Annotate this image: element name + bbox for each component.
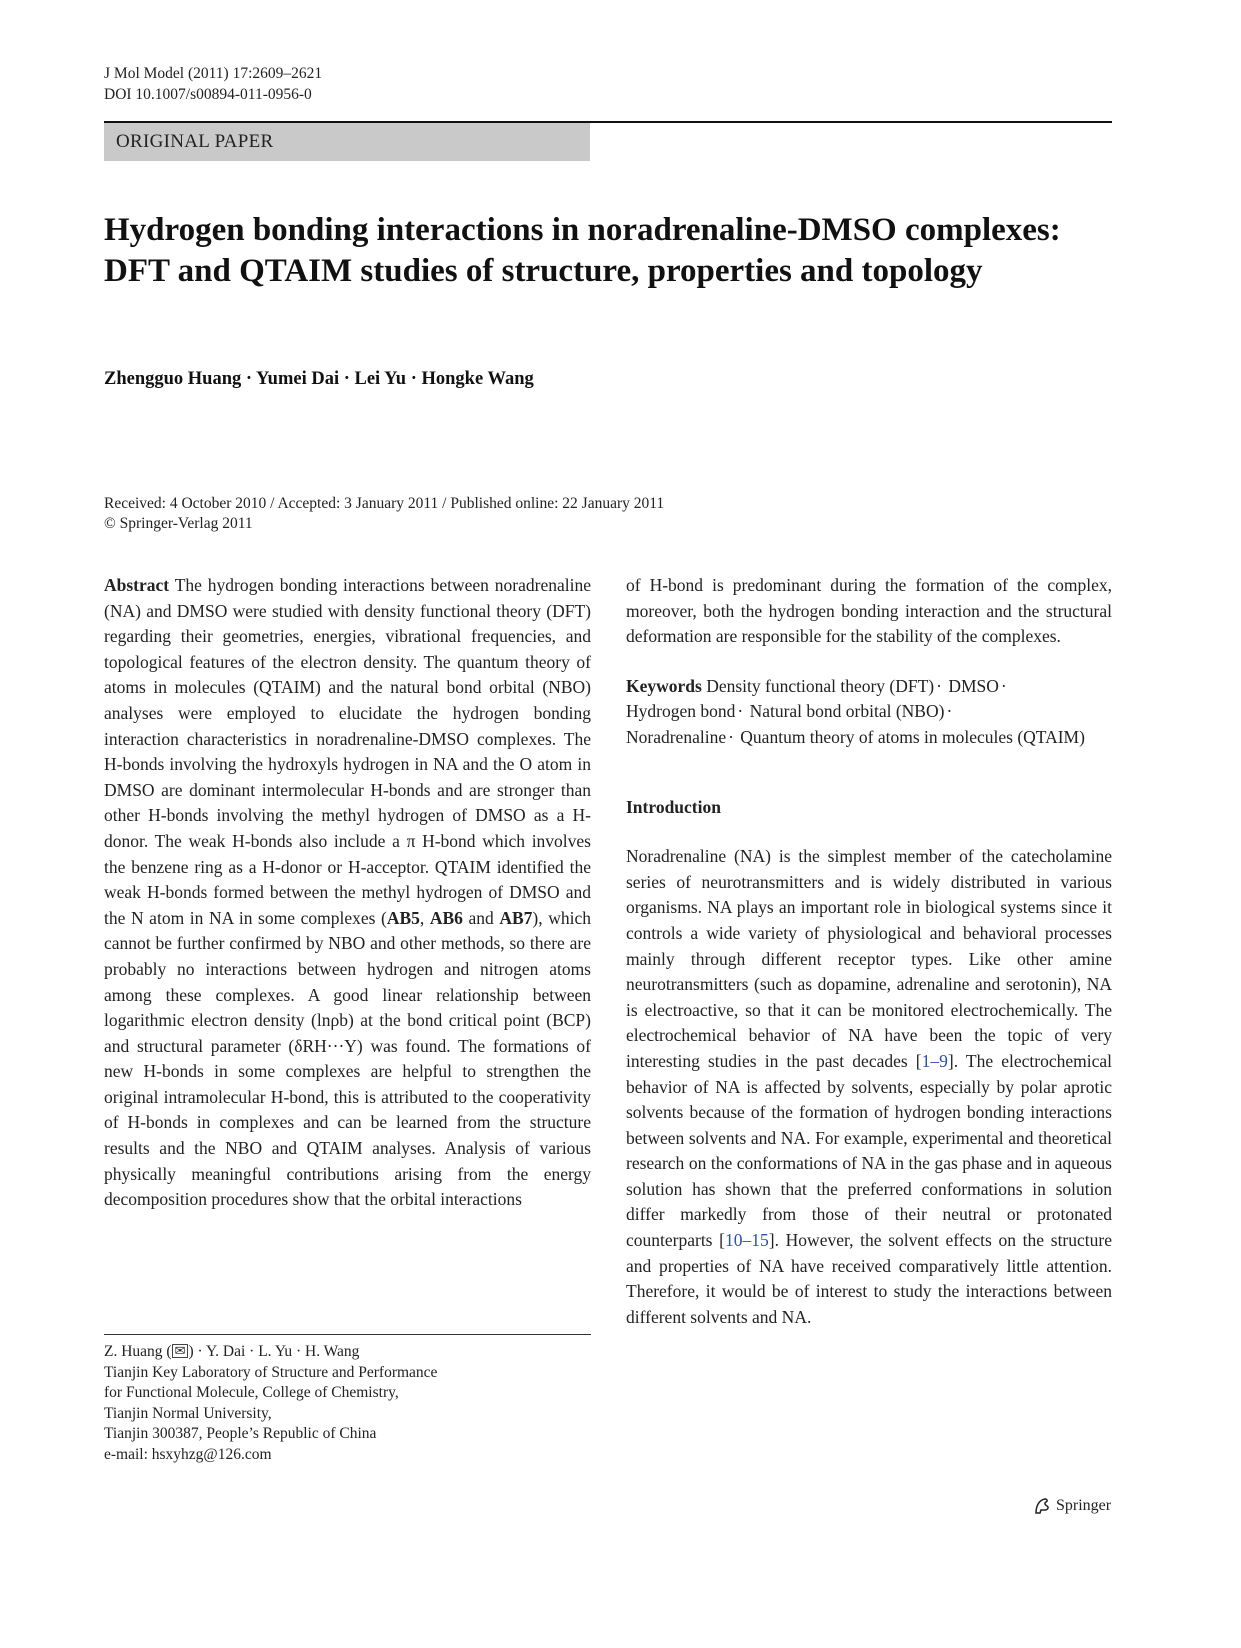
article-type-banner: ORIGINAL PAPER — [104, 123, 590, 161]
received-accepted-published: Received: 4 October 2010 / Accepted: 3 January 2011 / Published online: 22 January 2011 — [104, 495, 665, 512]
keywords-label: Keywords — [626, 675, 702, 696]
affiliation-line: Tianjin Normal University, — [104, 1404, 272, 1422]
publisher-name: Springer — [1056, 1497, 1112, 1514]
keyword: Density functional theory (DFT) — [706, 675, 935, 696]
affiliation-authors: Z. Huang ( ✉ ) · Y. Dai · L. Yu · H. Wang — [104, 1343, 360, 1360]
right-column — [626, 573, 1112, 1330]
keyword: DMSO — [948, 675, 999, 696]
author-list: Zhengguo Huang · Yumei Dai · Lei Yu · Hongke Wang — [104, 369, 534, 389]
publication-dates — [104, 494, 664, 534]
keyword: Quantum theory of atoms in molecules (QTAIM) — [740, 726, 1085, 747]
keyword: Natural bond orbital (NBO) — [749, 701, 945, 722]
abstract-text-2: ), which cannot be further confirmed by NBO and other methods, so there are probably no interactions between hydrogen and nitrogen atoms among these complexes. A good linear relationship between logarithmic electron density (lnρb) at the bond critical point (BCP) and structural parameter (δRH···Y) was found. The formations of new H-bonds in some complexes are helpful to strengthen the original intramolecular H-bond, this is attributed to the cooperativity of H-bonds in complexes and can be learned from the structure results and the NBO and QTAIM analyses. Analysis of various physically meaningful contributions arising from the energy decomposition procedures show that the orbital interactions — [104, 907, 591, 1210]
affiliation-line: Tianjin Key Laboratory of Structure and Performance — [104, 1363, 438, 1381]
abstract-continued: of H-bond is predominant during the formation of the complex, moreover, both the hydrogen bonding interaction and the structural deformation are responsible for the stability of the complexes. — [626, 575, 1112, 647]
introduction-paragraph: Noradrenaline (NA) is the simplest member of the catecholamine series of neurotransmitters and is widely distributed in various organisms. NA plays an important role in biological systems since it controls a wide variety of physiological and behavioral processes mainly through different receptor types. Like other amine neurotransmitters (such as dopamine, adrenaline and serotonin), NA is electroactive, so that it can be monitored electrochemically. The electrochemical behavior of NA have been the topic of very interesting studies in the past decades [1–9]. The electrochemical behavior of NA is affected by solvents, especially by polar aprotic solvents because of the formation of hydrogen bonding interactions between solvents and NA. For example, experimental and theoretical research on the conformations of NA in the gas phase and in aqueous solution has shown that the preferred conformations in solution differ markedly from those of their neutral or protonated counterparts [10–15]. However, the solvent effects on the structure and properties of NA have received comparatively little attention. Therefore, it would be of interest to study the interactions between different solvents and NA. — [626, 846, 1112, 1327]
envelope-icon: ✉ — [172, 1344, 189, 1358]
complex-ab7: AB7 — [499, 907, 533, 928]
footnote-rule — [104, 1334, 591, 1335]
author-email[interactable]: e-mail: hsxyhzg@126.com — [104, 1445, 272, 1463]
doi[interactable]: DOI 10.1007/s00894-011-0956-0 — [104, 86, 312, 103]
publisher-logo — [1032, 1496, 1111, 1516]
keyword: Noradrenaline — [626, 726, 727, 747]
abstract-column — [104, 573, 591, 1213]
keywords: Keywords Density functional theory (DFT) · DMSO · Hydrogen bond · Natural bond orbital (NBO) · Noradrenaline · Quantum theory of atoms in molecules (QTAIM) — [626, 675, 1085, 747]
journal-meta — [104, 63, 322, 105]
complex-ab5: AB5 — [386, 907, 420, 928]
journal-citation: J Mol Model (2011) 17:2609–2621 — [104, 65, 323, 82]
springer-horse-icon — [1032, 1496, 1052, 1516]
abstract-sep: , — [419, 907, 430, 928]
affiliation-line: for Functional Molecule, College of Chemistry, — [104, 1384, 399, 1401]
citation-link[interactable]: 10–15 — [725, 1230, 769, 1251]
paper-title: Hydrogen bonding interactions in noradrenaline-DMSO complexes: DFT and QTAIM studies of structure, properties and topology — [104, 212, 1061, 289]
copyright: © Springer-Verlag 2011 — [104, 515, 253, 532]
complex-ab6: AB6 — [429, 907, 463, 928]
citation-link[interactable]: 1–9 — [921, 1050, 948, 1071]
affiliation-line: Tianjin 300387, People’s Republic of China — [104, 1425, 377, 1442]
affiliation-block — [104, 1342, 437, 1465]
section-heading-introduction: Introduction — [626, 796, 721, 817]
abstract-label: Abstract — [104, 575, 170, 595]
abstract-and: and — [462, 907, 500, 928]
abstract-text-1: The hydrogen bonding interactions between noradrenaline (NA) and DMSO were studied with density functional theory (DFT) regarding their geometries, energies, vibrational frequencies, and topological features of the electron density. The quantum theory of atoms in molecules (QTAIM) and the natural bond orbital (NBO) analyses were employed to elucidate the hydrogen bonding interaction characteristics in noradrenaline-DMSO complexes. The H-bonds involving the hydroxyls hydrogen in NA and the O atom in DMSO are dominant intermolecular H-bonds and are stronger than other H-bonds involving the methyl hydrogen of DMSO as a H-donor. The weak H-bonds also include a π H-bond which involves the benzene ring as a H-donor or H-acceptor. QTAIM identified the weak H-bonds formed between the methyl hydrogen of DMSO and the N atom in NA in some complexes ( — [104, 575, 591, 928]
keyword: Hydrogen bond — [626, 701, 736, 722]
